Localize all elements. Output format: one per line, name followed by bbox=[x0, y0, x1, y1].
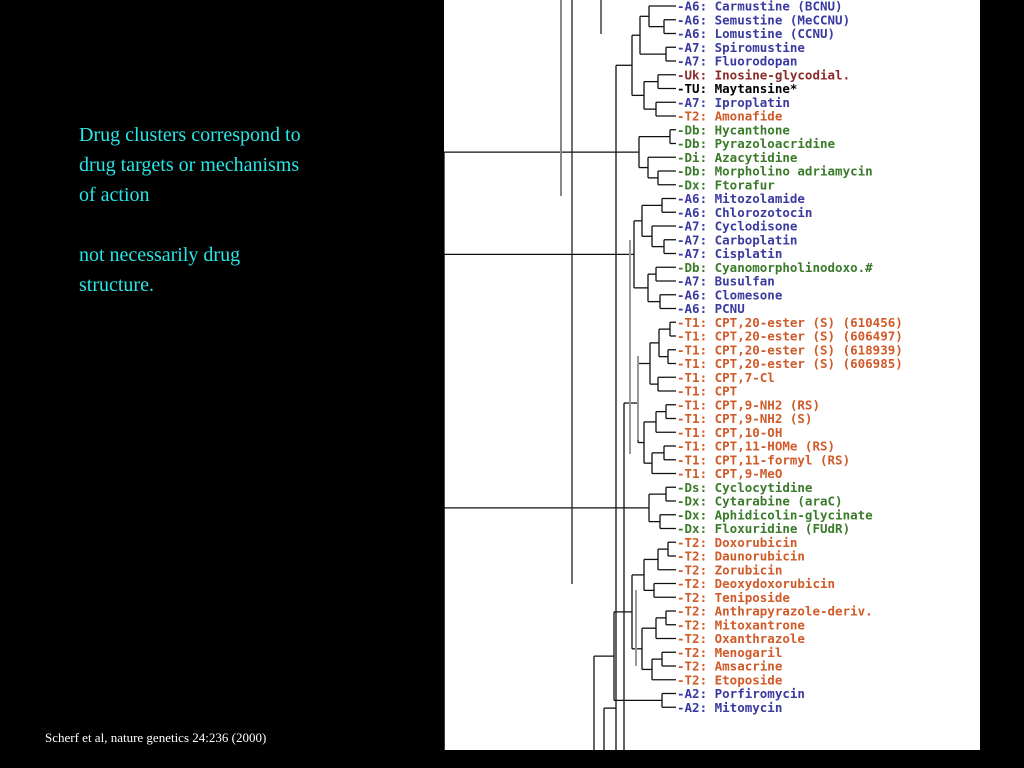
leaf-label: -T2: Menogaril bbox=[677, 644, 783, 660]
leaf-label: -T1: CPT,20-ester (S) (606985) bbox=[677, 356, 903, 371]
leaf-label: -T1: CPT,11-formyl (RS) bbox=[677, 452, 851, 468]
leaf-label: -T2: Daunorubicin bbox=[677, 548, 805, 564]
leaf-label: -Dx: Cytarabine (araC) bbox=[677, 493, 843, 509]
text-paragraph-1 bbox=[79, 120, 379, 210]
leaf-label: -A2: Porfiromycin bbox=[677, 686, 805, 701]
leaf-label: -T1: CPT,11-HOMe (RS) bbox=[677, 438, 836, 454]
leaf-label: -A6: Clomesone bbox=[677, 287, 783, 303]
text-paragraph-2 bbox=[79, 240, 379, 300]
text-line: structure. bbox=[79, 274, 154, 296]
dendrogram-labels bbox=[677, 0, 903, 715]
text-line: drug targets or mechanisms bbox=[79, 154, 300, 176]
leaf-label: -A7: Carboplatin bbox=[677, 232, 798, 248]
leaf-label: -A6: Carmustine (BCNU) bbox=[677, 0, 843, 14]
dendrogram-branches bbox=[444, 0, 676, 750]
leaf-label: -A7: Busulfan bbox=[677, 273, 775, 289]
leaf-label: -A6: Chlorozotocin bbox=[677, 204, 813, 220]
leaf-label: -T2: Deoxydoxorubicin bbox=[677, 576, 836, 591]
leaf-label: -T2: Zorubicin bbox=[677, 562, 783, 578]
text-line: of action bbox=[79, 184, 150, 206]
leaf-label: -T1: CPT bbox=[677, 383, 738, 399]
leaf-label: -A7: Cisplatin bbox=[677, 246, 783, 261]
leaf-label: -T1: CPT,20-ester (S) (610456) bbox=[677, 314, 903, 330]
leaf-label: -Dx: Ftorafur bbox=[677, 177, 775, 193]
leaf-label: -A6: Lomustine (CCNU) bbox=[677, 26, 836, 41]
leaf-label: -T1: CPT,9-NH2 (S) bbox=[677, 411, 813, 426]
leaf-label: -T2: Etoposide bbox=[677, 672, 783, 688]
leaf-label: -Db: Morpholino adriamycin bbox=[677, 163, 873, 179]
leaf-label: -T1: CPT,10-OH bbox=[677, 424, 783, 440]
leaf-label: -A2: Mitomycin bbox=[677, 699, 783, 715]
leaf-label: -T2: Anthrapyrazole-deriv. bbox=[677, 603, 873, 619]
leaf-label: -A6: PCNU bbox=[677, 301, 745, 316]
leaf-label: -T2: Amsacrine bbox=[677, 658, 783, 674]
dendrogram-panel bbox=[444, 0, 980, 750]
leaf-label: -A7: Iproplatin bbox=[677, 94, 790, 110]
leaf-label: -Ds: Cyclocytidine bbox=[677, 479, 813, 495]
leaf-label: -A6: Semustine (MeCCNU) bbox=[677, 12, 851, 28]
leaf-label: -T1: CPT,7-Cl bbox=[677, 369, 775, 385]
text-line: not necessarily drug bbox=[79, 244, 241, 266]
leaf-label: -Dx: Aphidicolin-glycinate bbox=[677, 507, 873, 523]
leaf-label: -TU: Maytansine* bbox=[677, 81, 798, 96]
leaf-label: -T1: CPT,20-ester (S) (618939) bbox=[677, 342, 903, 358]
leaf-label: -Db: Pyrazoloacridine bbox=[677, 136, 836, 151]
leaf-label: -T2: Amonafide bbox=[677, 108, 783, 124]
leaf-label: -A7: Fluorodopan bbox=[677, 53, 798, 69]
leaf-label: -Db: Hycanthone bbox=[677, 122, 790, 138]
leaf-label: -Db: Cyanomorpholinodoxo.# bbox=[677, 259, 873, 275]
leaf-label: -T1: CPT,20-ester (S) (606497) bbox=[677, 328, 903, 344]
slide-text bbox=[79, 120, 379, 330]
text-line: Drug clusters correspond to bbox=[79, 124, 301, 146]
dendrogram bbox=[444, 0, 980, 750]
leaf-label: -T1: CPT,9-MeO bbox=[677, 466, 783, 481]
leaf-label: -A7: Spiromustine bbox=[677, 39, 805, 55]
leaf-label: -A7: Cyclodisone bbox=[677, 218, 798, 234]
leaf-label: -Uk: Inosine-glycodial. bbox=[677, 67, 851, 83]
leaf-label: -T2: Teniposide bbox=[677, 589, 790, 605]
leaf-label: -T2: Mitoxantrone bbox=[677, 617, 805, 633]
leaf-label: -Di: Azacytidine bbox=[677, 149, 798, 165]
citation: Scherf et al, nature genetics 24:236 (2000) bbox=[45, 730, 267, 745]
leaf-label: -T2: Oxanthrazole bbox=[677, 631, 805, 646]
leaf-label: -A6: Mitozolamide bbox=[677, 191, 805, 206]
leaf-label: -T1: CPT,9-NH2 (RS) bbox=[677, 397, 820, 413]
leaf-label: -Dx: Floxuridine (FUdR) bbox=[677, 521, 851, 536]
leaf-label: -T2: Doxorubicin bbox=[677, 534, 798, 550]
